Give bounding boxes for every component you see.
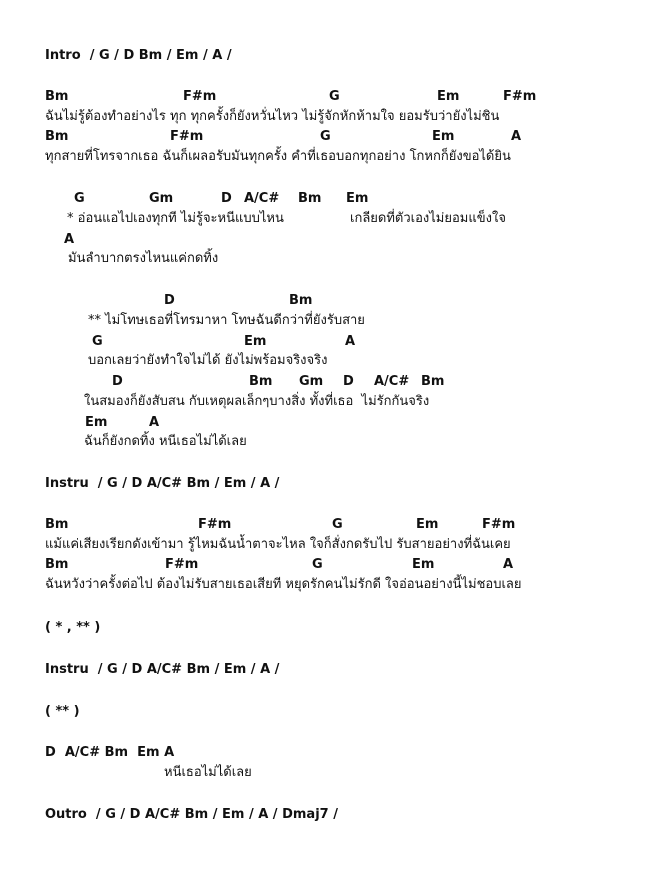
chord: D [221, 191, 232, 206]
intro-line: Intro / G / D Bm / Em / A / [45, 48, 232, 63]
chord: Bm [45, 517, 69, 532]
chord: G [92, 334, 103, 349]
instru-line: Instru / G / D A/C# Bm / Em / A / [45, 476, 280, 491]
chord: Bm [289, 293, 313, 308]
chord: Bm [298, 191, 322, 206]
repeat-marker: ( * , ** ) [45, 620, 101, 635]
chord: Em [412, 557, 435, 572]
chord: A [149, 415, 160, 430]
chord: Bm [45, 129, 69, 144]
chord: Em [244, 334, 267, 349]
chord: Em [85, 415, 108, 430]
chord: Bm [249, 374, 273, 389]
chord: D [343, 374, 354, 389]
chord: G [329, 89, 340, 104]
outro-line: Outro / G / D A/C# Bm / Em / A / Dmaj7 / [45, 807, 338, 822]
chord: F#m [198, 517, 232, 532]
lyric-line: ฉันไม่รู้ต้องทำอย่างไร ทุก ทุกครั้งก็ยังหวั่นไหว ไม่รู้จักหักห้ามใจ ยอมรับว่ายังไม่ชิน [45, 109, 500, 124]
chord: A [511, 129, 522, 144]
chord: F#m [165, 557, 199, 572]
chord: F#m [503, 89, 537, 104]
chord: D [164, 293, 175, 308]
chord: Em [437, 89, 460, 104]
chord: Bm [45, 557, 69, 572]
lyric-line: เกลียดที่ตัวเองไม่ยอมแข็งใจ [350, 211, 506, 226]
chord: Em [346, 191, 369, 206]
lyric-line: หนีเธอไม่ได้เลย [164, 765, 252, 780]
lyric-line: บอกเลยว่ายังทำใจไม่ได้ ยังไม่พร้อมจริงจริง [88, 353, 328, 368]
chord: Em [432, 129, 455, 144]
lyric-line: * อ่อนแอไปเองทุกที ไม่รู้จะหนีแบบไหน [67, 211, 284, 226]
lyric-line: ทุกสายที่โทรจากเธอ ฉันก็เผลอรับมันทุกครั้ง คำที่เธอบอกทุกอย่าง โกหกก็ยังขอได้ยิน [45, 149, 511, 164]
chord: Bm [45, 89, 69, 104]
chord: F#m [170, 129, 204, 144]
lyric-line: แม้แค่เสียงเรียกดังเข้ามา รู้ไหมฉันน้ำตาจะไหล ใจก็สั่งกดรับไป รับสายอย่างที่ฉันเคย [45, 537, 511, 552]
lyric-line: ฉันก็ยังกดทิ้ง หนีเธอไม่ได้เลย [84, 434, 247, 449]
chord: Em [416, 517, 439, 532]
chord: G [312, 557, 323, 572]
chord: A [503, 557, 514, 572]
chord: A [64, 232, 75, 247]
instru-line: Instru / G / D A/C# Bm / Em / A / [45, 662, 280, 677]
chord: F#m [183, 89, 217, 104]
chord: G [320, 129, 331, 144]
lyric-line: มันลำบากตรงไหนแค่กดทิ้ง [68, 251, 219, 266]
chord: Gm [149, 191, 174, 206]
chord: D [112, 374, 123, 389]
chord: A/C# [374, 374, 410, 389]
chord: G [332, 517, 343, 532]
chord: Gm [299, 374, 324, 389]
lyric-line: ฉันหวังว่าครั้งต่อไป ต้องไม่รับสายเธอเสียที หยุดรักคนไม่รักดี ใจอ่อนอย่างนี้ไม่ชอบเลย [45, 577, 522, 592]
chord: Bm [421, 374, 445, 389]
chord: F#m [482, 517, 516, 532]
lyric-line: ** ไม่โทษเธอที่โทรมาหา โทษฉันดีกว่าที่ยังรับสาย [88, 313, 365, 328]
chord: G [74, 191, 85, 206]
repeat-marker: ( ** ) [45, 704, 80, 719]
chord-line: D A/C# Bm Em A [45, 745, 175, 760]
chord: A [345, 334, 356, 349]
chord: A/C# [244, 191, 280, 206]
lyric-line: ในสมองก็ยังสับสน กับเหตุผลเล็กๆบางสิ่ง ทั้งที่เธอ ไม่รักกันจริง [84, 394, 430, 409]
